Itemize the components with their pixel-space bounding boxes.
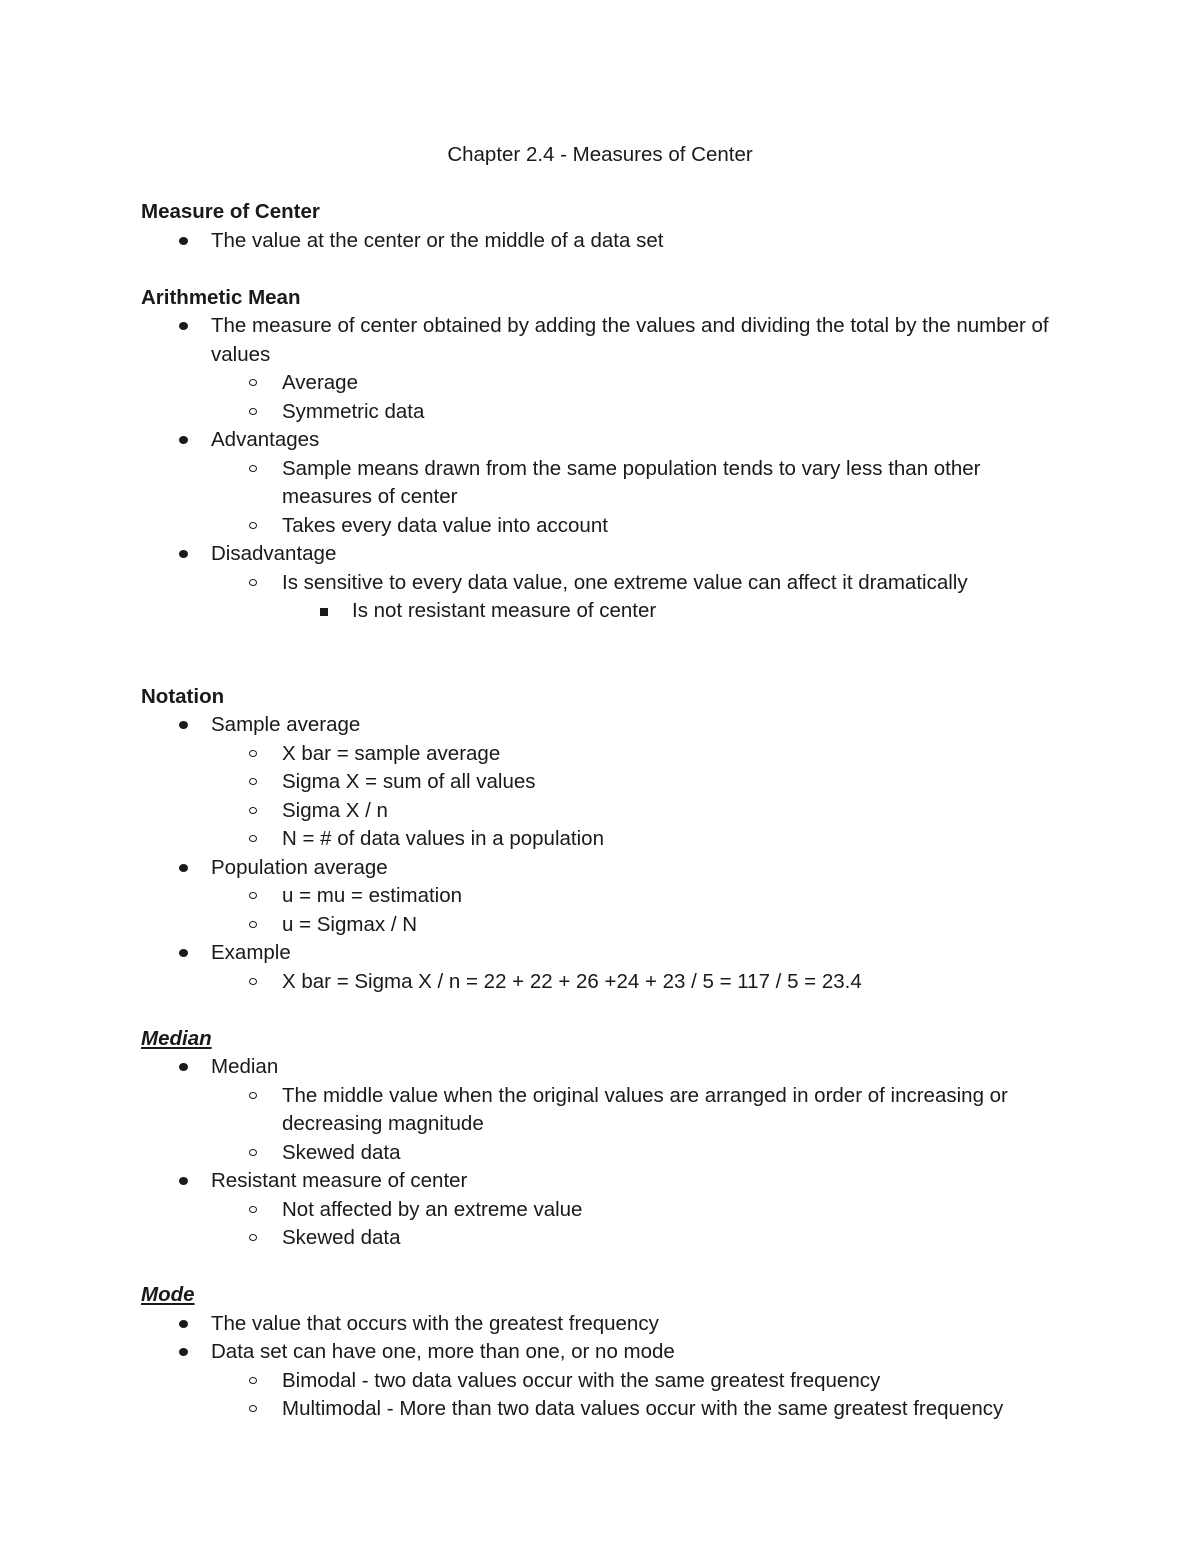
hollow-bullet-icon	[249, 579, 257, 586]
section-measure-of-center	[141, 198, 1061, 255]
list-item: u = mu = estimation	[211, 882, 1061, 911]
list-item: Skewed data	[211, 1224, 1061, 1253]
list-item: X bar = Sigma X / n = 22 + 22 + 26 +24 + 23 / 5 = 117 / 5 = 23.4	[211, 968, 1061, 997]
bullet-list	[141, 227, 1061, 256]
list-item: Average	[211, 369, 1061, 398]
list-item: u = Sigmax / N	[211, 911, 1061, 940]
list-item: Advantages Sample means drawn from the same population tends to vary less than other measures of center Takes every data value into account	[141, 426, 1061, 540]
hollow-bullet-icon	[249, 522, 257, 529]
document-body	[141, 198, 1061, 1452]
hollow-bullet-icon	[249, 1405, 257, 1412]
list-item: N = # of data values in a population	[211, 825, 1061, 854]
sub-bullet-list	[141, 740, 1061, 854]
hollow-bullet-icon	[249, 921, 257, 928]
list-item: Disadvantage Is sensitive to every data value, one extreme value can affect it dramatically Is not resistant measure of center	[141, 540, 1061, 626]
hollow-bullet-icon	[249, 465, 257, 472]
bullet-list	[141, 312, 1061, 626]
list-item: The value that occurs with the greatest frequency	[141, 1310, 1061, 1339]
hollow-bullet-icon	[249, 1234, 257, 1241]
list-item: The measure of center obtained by adding the values and dividing the total by the number of values Average Symmetric data	[141, 312, 1061, 426]
list-item: Population average u = mu = estimation u = Sigmax / N	[141, 854, 1061, 940]
hollow-bullet-icon	[249, 1092, 257, 1099]
section-heading: Mode	[141, 1283, 195, 1306]
filled-bullet-icon	[179, 322, 188, 330]
filled-bullet-icon	[179, 550, 188, 558]
bullet-list	[141, 1053, 1061, 1253]
filled-bullet-icon	[179, 1348, 188, 1356]
list-item: Sample average X bar = sample average Sigma X = sum of all values Sigma X / n N = # of data values in a population	[141, 711, 1061, 854]
hollow-bullet-icon	[249, 892, 257, 899]
list-item: Example X bar = Sigma X / n = 22 + 22 + 26 +24 + 23 / 5 = 117 / 5 = 23.4	[141, 939, 1061, 996]
list-item: Sigma X = sum of all values	[211, 768, 1061, 797]
filled-bullet-icon	[179, 949, 188, 957]
square-bullet-icon	[320, 608, 328, 616]
hollow-bullet-icon	[249, 778, 257, 785]
spacer	[141, 626, 1061, 655]
list-item: Symmetric data	[211, 398, 1061, 427]
sub-bullet-list	[141, 369, 1061, 426]
section-mode	[141, 1281, 1061, 1424]
filled-bullet-icon	[179, 1063, 188, 1071]
filled-bullet-icon	[179, 721, 188, 729]
list-item: Median The middle value when the original values are arranged in order of increasing or decreasing magnitude Skewed data	[141, 1053, 1061, 1167]
hollow-bullet-icon	[249, 750, 257, 757]
list-item: The middle value when the original values are arranged in order of increasing or decreasing magnitude	[211, 1082, 1061, 1139]
list-item: Resistant measure of center Not affected by an extreme value Skewed data	[141, 1167, 1061, 1253]
hollow-bullet-icon	[249, 835, 257, 842]
list-item: X bar = sample average	[211, 740, 1061, 769]
filled-bullet-icon	[179, 237, 188, 245]
sub-bullet-list	[141, 968, 1061, 997]
sub-sub-bullet-list	[282, 597, 1061, 626]
list-item: Is sensitive to every data value, one extreme value can affect it dramatically Is not resistant measure of center	[211, 569, 1061, 626]
section-median	[141, 1025, 1061, 1253]
bullet-list	[141, 1310, 1061, 1424]
section-heading: Median	[141, 1026, 212, 1050]
hollow-bullet-icon	[249, 379, 257, 386]
list-item: Takes every data value into account	[211, 512, 1061, 541]
hollow-bullet-icon	[249, 1206, 257, 1213]
bullet-list	[141, 711, 1061, 996]
section-heading: Notation	[141, 684, 225, 708]
section-heading: Measure of Center	[141, 200, 320, 223]
list-item: The value at the center or the middle of a data set	[141, 227, 1061, 256]
hollow-bullet-icon	[249, 807, 257, 814]
hollow-bullet-icon	[249, 1149, 257, 1156]
list-item: Sigma X / n	[211, 797, 1061, 826]
filled-bullet-icon	[179, 1177, 188, 1185]
list-item: Bimodal - two data values occur with the same greatest frequency	[211, 1367, 1061, 1396]
section-arithmetic-mean	[141, 284, 1061, 655]
list-item: Data set can have one, more than one, or no mode Bimodal - two data values occur with the same greatest frequency Multimodal - More than two data values occur with the same greatest frequency	[141, 1338, 1061, 1424]
filled-bullet-icon	[179, 864, 188, 872]
hollow-bullet-icon	[249, 408, 257, 415]
sub-bullet-list	[141, 882, 1061, 939]
sub-bullet-list	[141, 1082, 1061, 1168]
list-item: Skewed data	[211, 1139, 1061, 1168]
sub-bullet-list	[141, 569, 1061, 626]
filled-bullet-icon	[179, 436, 188, 444]
list-item: Is not resistant measure of center	[282, 597, 1061, 626]
section-notation	[141, 683, 1061, 997]
sub-bullet-list	[141, 1196, 1061, 1253]
list-item: Multimodal - More than two data values occur with the same greatest frequency	[211, 1395, 1061, 1424]
list-item: Sample means drawn from the same population tends to vary less than other measures of center	[211, 455, 1061, 512]
sub-bullet-list	[141, 455, 1061, 541]
section-heading: Arithmetic Mean	[141, 285, 301, 309]
filled-bullet-icon	[179, 1320, 188, 1328]
hollow-bullet-icon	[249, 978, 257, 985]
sub-bullet-list	[141, 1367, 1061, 1424]
hollow-bullet-icon	[249, 1377, 257, 1384]
list-item: Not affected by an extreme value	[211, 1196, 1061, 1225]
page-title: Chapter 2.4 - Measures of Center	[447, 143, 753, 166]
